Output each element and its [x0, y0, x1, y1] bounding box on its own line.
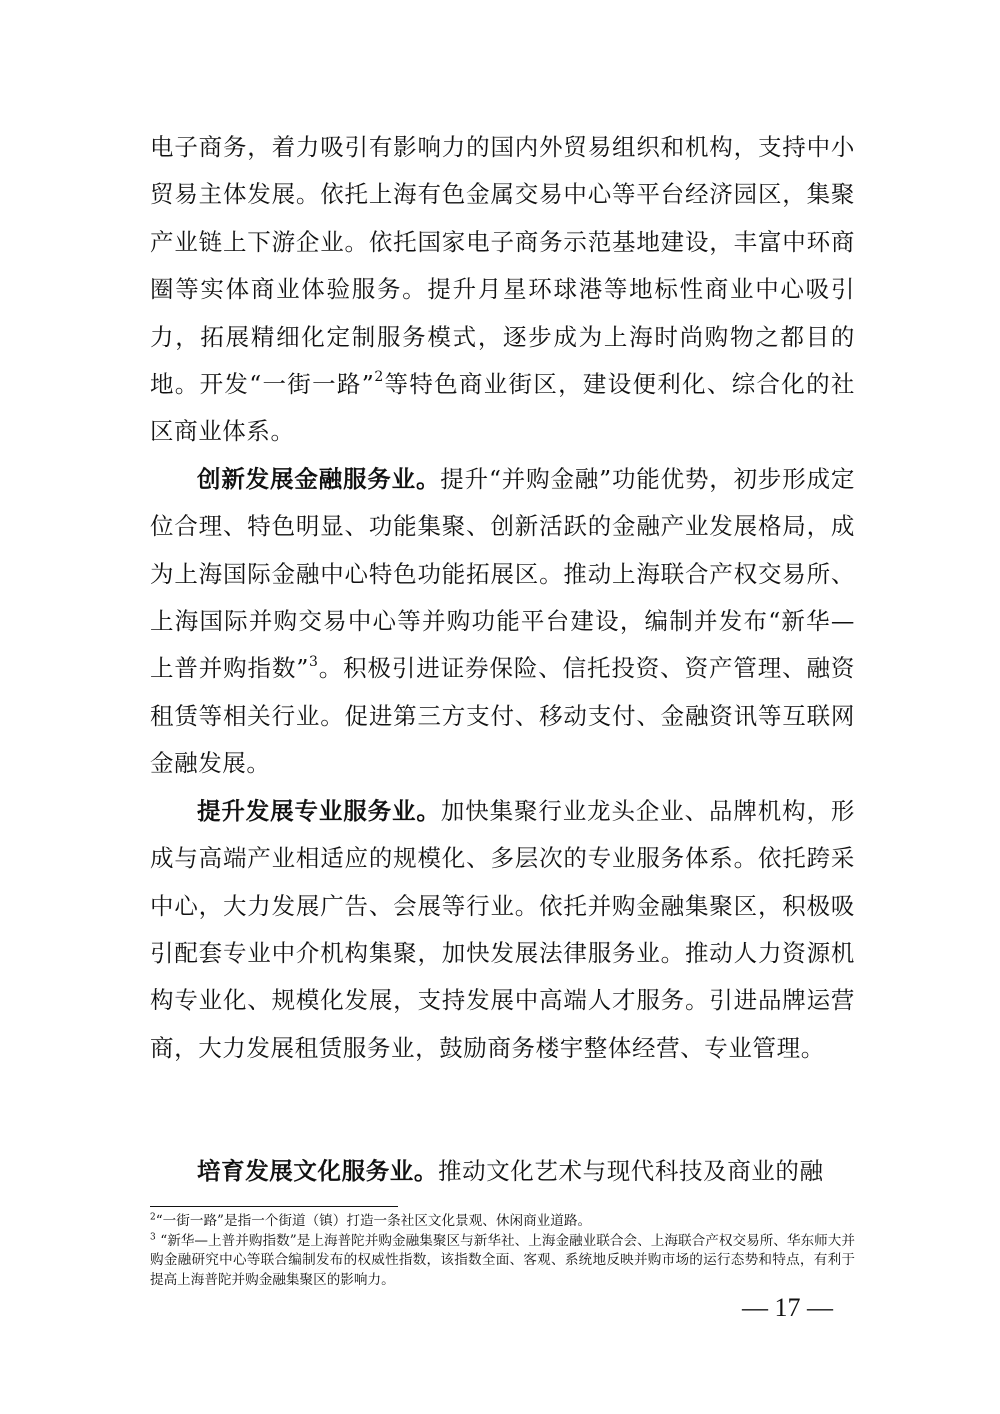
footnote-ref-3: 3 [308, 653, 319, 670]
footnote-text: “一街一路”是指一个街道（镇）打造一条社区文化景观、休闲商业道路。 [155, 1213, 592, 1229]
paragraph-culture [150, 1148, 855, 1195]
paragraph-heading-culture: 培育发展文化服务业。 [197, 1157, 438, 1185]
footnote-number: 3 [150, 1231, 156, 1242]
paragraph-text: 。积极引进证券保险、信托投资、资产管理、融资租赁等相关行业。促进第三方支付、移动支付、金融资讯等互联网金融发展。 [150, 654, 856, 778]
footnote-separator [150, 1206, 398, 1207]
footnote-ref-2: 2 [374, 369, 384, 386]
footnote-3 [150, 1232, 855, 1291]
paragraph-text: 加快集聚行业龙头企业、品牌机构，形成与高端产业相适应的规模化、多层次的专业服务体系。依托跨采中心，大力发展广告、会展等行业。依托并购金融集聚区，积极吸引配套专业中介机构集聚，加快发展法律服务业。推动人力资源机构专业化、规模化发展，支持发展中高端人才服务。引进品牌运营商，大力发展租赁服务业，鼓励商务楼宇整体经营、专业管理。 [150, 796, 856, 1062]
footnote-number: 2 [150, 1212, 156, 1223]
paragraph-text: 等特色商业街区，建设便利化、综合化的社区商业体系。 [150, 370, 855, 446]
page-number: — 17 — [742, 1293, 833, 1322]
paragraph-professional-services [150, 788, 855, 1072]
paragraph-text: 推动文化艺术与现代科技及商业的融 [438, 1157, 824, 1185]
body-text [150, 124, 855, 1072]
paragraph-heading-finance: 创新发展金融服务业。 [197, 464, 441, 493]
footnote-2 [150, 1212, 855, 1232]
footnotes [150, 1212, 855, 1290]
paragraph-heading-professional: 提升发展专业服务业。 [197, 796, 441, 825]
footnote-text: “新华—上普并购指数”是上海普陀并购金融集聚区与新华社、上海金融业联合会、上海联合产权交易所、华东师大并购金融研究中心等联合编制发布的权威性指数，该指数全面、客观、系统地反映并购市场的运行态势和特点，有利于提高上海普陀并购金融集聚区的影响力。 [150, 1232, 855, 1288]
paragraph-text: 电子商务，着力吸引有影响力的国内外贸易组织和机构，支持中小贸易主体发展。依托上海有色金属交易中心等平台经济园区，集聚产业链上下游企业。依托国家电子商务示范基地建设，丰富中环商圈等实体商业体验服务。提升月星环球港等地标性商业中心吸引力，拓展精细化定制服务模式，逐步成为上海时尚购物之都目的地。开发“一街一路” [150, 133, 855, 399]
paragraph-text: 提升“并购金融”功能优势，初步形成定位合理、特色明显、功能集聚、创新活跃的金融产业发展格局，成为上海国际金融中心特色功能拓展区。推动上海联合产权交易所、上海国际并购交易中心等并购功能平台建设，编制并发布“新华—上普并购指数” [150, 464, 856, 683]
paragraph-finance [150, 456, 855, 788]
paragraph-commerce [150, 124, 855, 456]
